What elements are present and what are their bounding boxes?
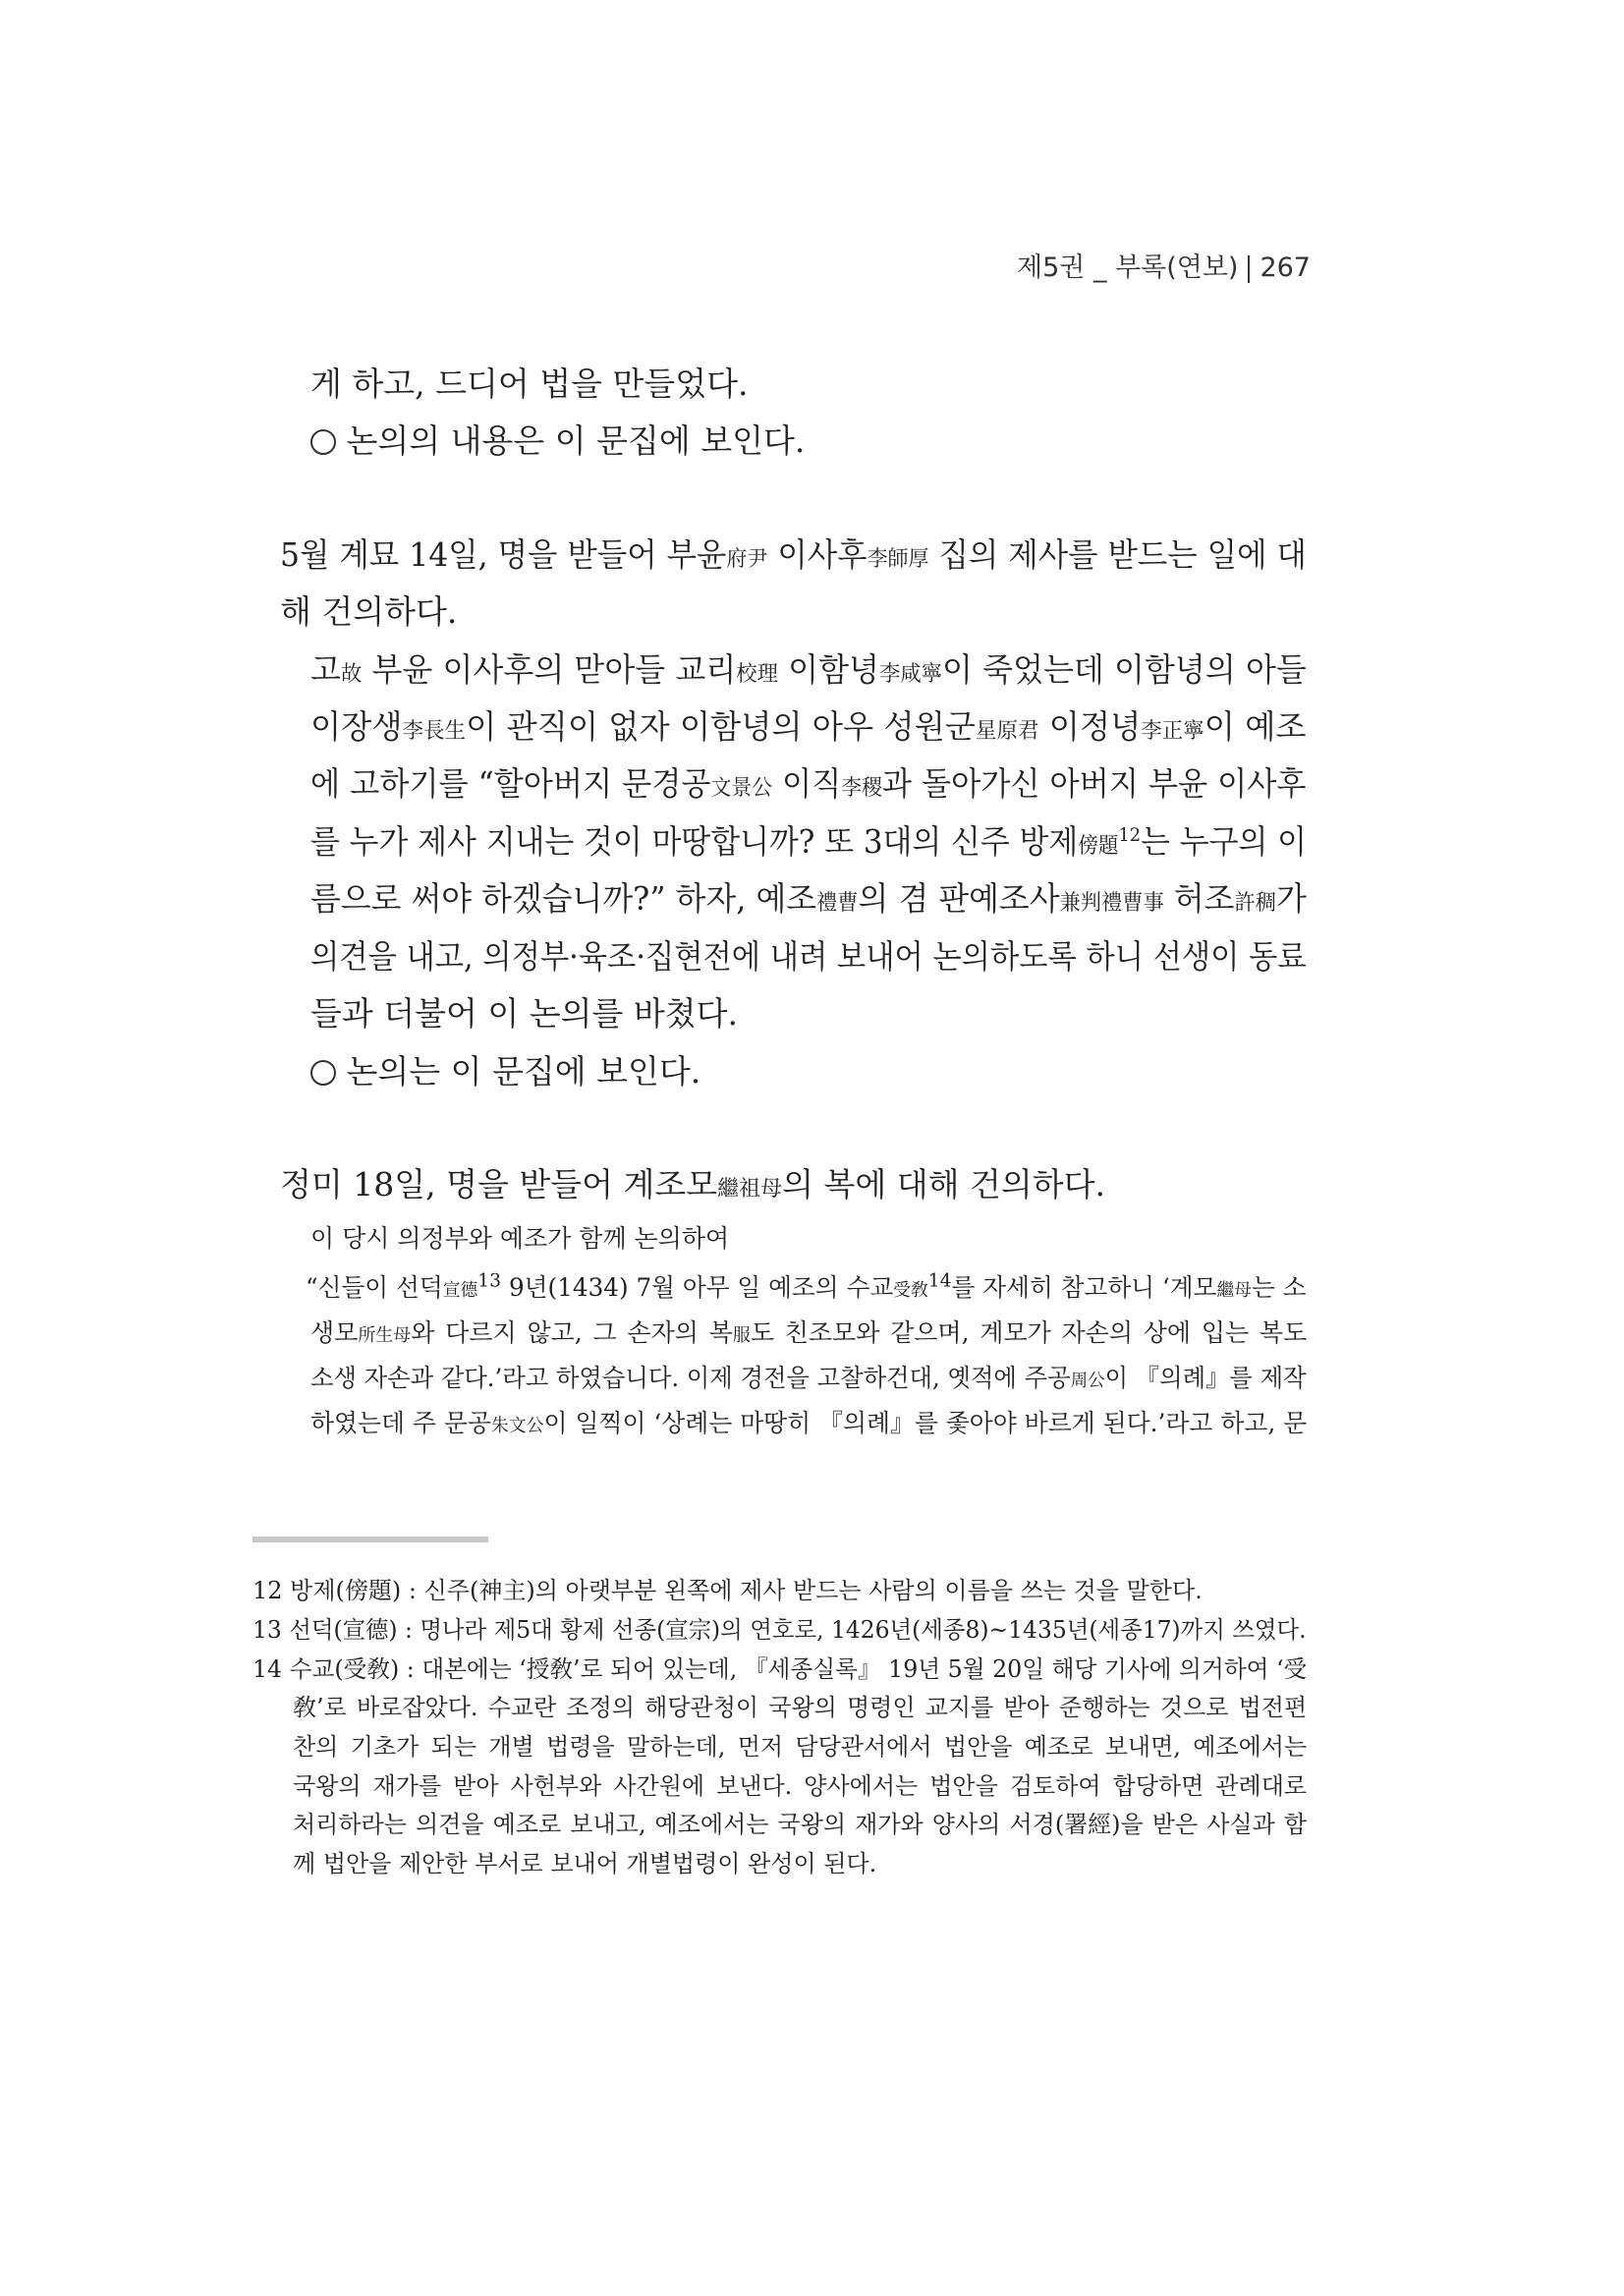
text-line: 게 하고, 드디어 법을 만들었다. <box>310 364 749 403</box>
hanja-annotation: 李師厚 <box>867 547 929 572</box>
hanja-annotation: 李稷 <box>841 776 882 801</box>
text-line: 하였는데 주 문공朱文公이 일찍이 ‘상례는 마땅히 『의례』를 좇아야 바르게 된다.’라고 하고, 문 <box>310 1409 1308 1437</box>
text-line: 에 고하기를 “할아버지 문경공文景公 이직李稷과 돌아가신 아버지 부윤 이사후 <box>310 764 1307 803</box>
hanja-annotation: 受敎 <box>893 1280 928 1301</box>
text-line: 이 당시 의정부와 예조가 함께 논의하여 <box>310 1224 730 1253</box>
hanja-annotation: 李正寧 <box>1141 719 1204 744</box>
hanja-annotation: 許稠 <box>1234 891 1276 916</box>
hanja-annotation: 府尹 <box>726 547 768 572</box>
footnote-marker: 12 <box>1118 824 1142 846</box>
header-divider <box>1248 255 1250 283</box>
hanja-annotation: 繼祖母 <box>717 1177 783 1202</box>
text-line: 들과 더불어 이 논의를 바쳤다. <box>310 994 738 1033</box>
text-line: 름으로 써야 하겠습니까?” 하자, 예조禮曹의 겸 판예조사兼判禮曹事 허조許稠가 <box>310 879 1307 918</box>
footnote-marker: 13 <box>477 1269 502 1292</box>
footnote-line: 敎’로 바로잡았다. 수교란 조정의 해당관청이 국왕의 명령인 교지를 받아 준행하는 것으로 법전편 <box>293 1694 1308 1721</box>
footnote-line: 께 법안을 제안한 부서로 보내어 개별법령이 완성이 된다. <box>293 1850 877 1877</box>
page-number: 267 <box>1260 252 1311 283</box>
footnote-line: 처리하라는 의견을 예조로 보내고, 예조에서는 국왕의 재가와 양사의 서경(署經)을 받은 사실과 함 <box>293 1811 1308 1838</box>
footnote-marker: 14 <box>927 1269 952 1292</box>
footnote-divider <box>252 1537 488 1542</box>
footnote-line: 12 방제(傍題) : 신주(神主)의 아랫부분 왼쪽에 제사 받드는 사람의 이름을 쓰는 것을 말한다. <box>252 1577 1203 1604</box>
text-line: 논의는 이 문집에 보인다. <box>310 1046 700 1092</box>
hanja-annotation: 繼母 <box>1216 1280 1252 1301</box>
text-line: 논의의 내용은 이 문집에 보인다. <box>310 416 805 462</box>
circle-bullet-icon <box>310 429 336 455</box>
hanja-annotation: 服 <box>732 1325 751 1346</box>
text-line: 생모所生母와 다르지 않고, 그 손자의 복服도 친조모와 같으며, 계모가 자손의 상에 입는 복도 <box>310 1318 1308 1347</box>
hanja-annotation: 周公 <box>1070 1371 1105 1391</box>
text-line: 의견을 내고, 의정부·육조·집현전에 내려 보내어 논의하도록 하니 선생이 동료 <box>310 937 1307 976</box>
header-title: 제5권 _ 부록(연보) <box>1017 252 1239 283</box>
footnote-line: 14 수교(受敎) : 대본에는 ‘授敎’로 되어 있는데, 『세종실록』 19년 5월 20일 해당 기사에 의거하여 ‘受 <box>252 1655 1308 1683</box>
text-line: 이장생李長生이 관직이 없자 이함녕의 아우 성원군星原君 이정녕李正寧이 예조 <box>310 707 1307 746</box>
text-line: 정미 18일, 명을 받들어 계조모繼祖母의 복에 대해 건의하다. <box>280 1165 1105 1204</box>
hanja-annotation: 文景公 <box>710 776 773 801</box>
text-line: 를 누가 제사 지내는 것이 마땅합니까? 또 3대의 신주 방제傍題$^{12}$는 누구의 이 <box>310 822 1307 861</box>
hanja-annotation: 兼判禮曹事 <box>1059 891 1164 916</box>
hanja-annotation: 李咸寧 <box>878 662 943 687</box>
hanja-annotation: 傍題 <box>1078 834 1119 859</box>
hanja-annotation: 禮曹 <box>816 891 859 916</box>
hanja-annotation: 故 <box>340 662 363 687</box>
text-line: 소생 자손과 같다.’라고 하였습니다. 이제 경전을 고찰하건대, 옛적에 주공周公이 『의례』를 제작 <box>310 1364 1307 1392</box>
text-line: “신들이 선덕宣德$^{13}$ 9년(1434) 7월 아무 일 예조의 수교受敎$^{14}$를 자세히 참고하니 ‘계모繼母는 소 <box>306 1269 1307 1302</box>
running-header <box>1017 246 1311 284</box>
hanja-annotation: 宣德 <box>442 1280 478 1301</box>
footnote-line: 찬의 기초가 되는 개별 법령을 말하는데, 먼저 담당관서에서 법안을 예조로 보내면, 예조에서는 <box>293 1733 1308 1761</box>
footnote-line: 국왕의 재가를 받아 사헌부와 사간원에 보낸다. 양사에서는 법안을 검토하여 합당하면 관례대로 <box>293 1772 1308 1800</box>
text-line: 해 건의하다. <box>280 592 458 631</box>
text-line: 고故 부윤 이사후의 맏아들 교리校理 이함녕李咸寧이 죽었는데 이함녕의 아들 <box>310 650 1307 689</box>
hanja-annotation: 星原君 <box>975 719 1039 744</box>
footnote-line: 13 선덕(宣德) : 명나라 제5대 황제 선종(宣宗)의 연호로, 1426년(세종8)~1435년(세종17)까지 쓰였다. <box>252 1616 1307 1644</box>
hanja-annotation: 李長生 <box>402 719 467 744</box>
hanja-annotation: 朱文公 <box>490 1416 544 1436</box>
hanja-annotation: 所生母 <box>358 1325 412 1346</box>
circle-bullet-icon <box>310 1060 336 1086</box>
text-line: 5월 계묘 14일, 명을 받들어 부윤府尹 이사후李師厚 집의 제사를 받드는 일에 대 <box>280 535 1307 574</box>
hanja-annotation: 校理 <box>736 662 778 687</box>
